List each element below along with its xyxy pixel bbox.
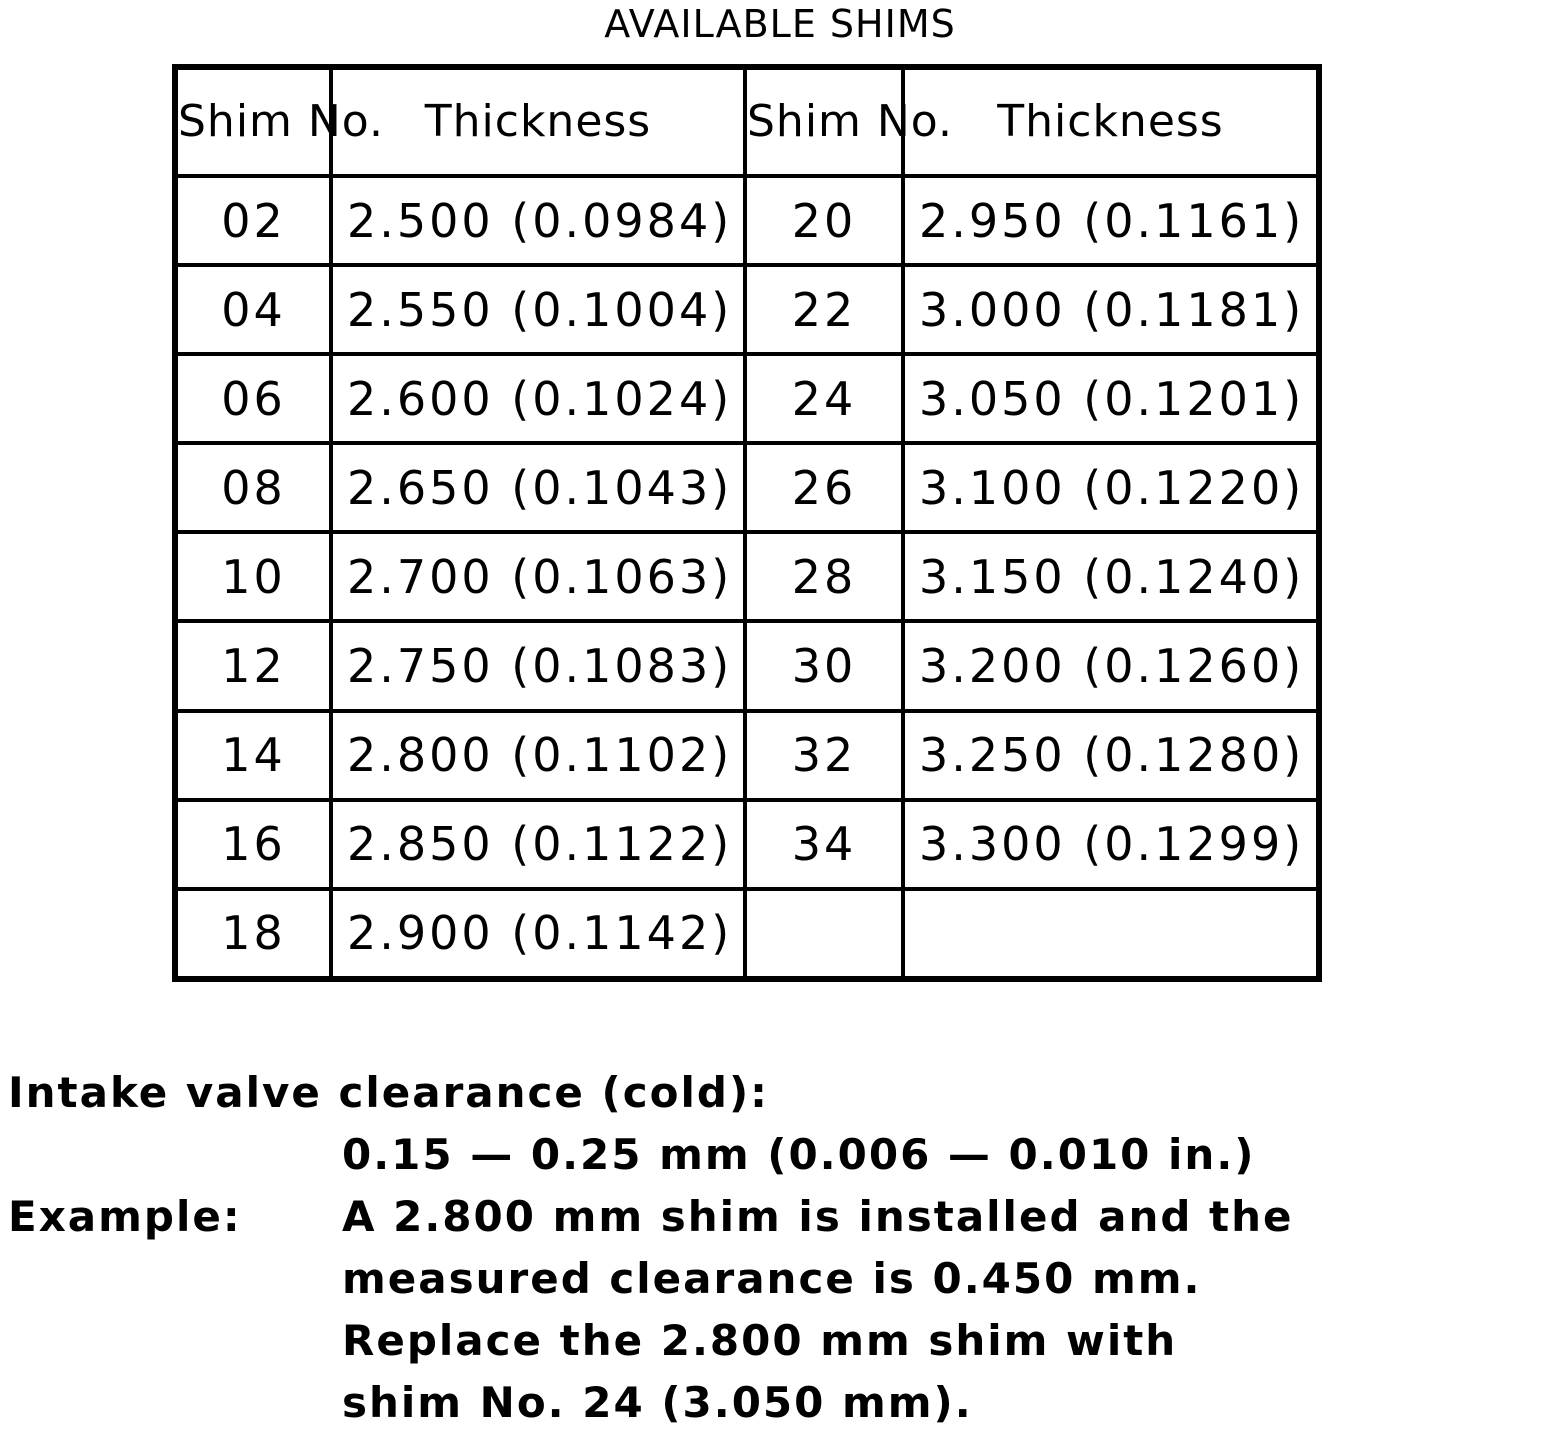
shim-no-cell: 14 — [175, 711, 331, 800]
table-row — [175, 532, 1319, 621]
thickness-cell: 2.700 (0.1063) — [331, 532, 745, 621]
shim-no-cell: 02 — [175, 176, 331, 265]
shim-no-cell: 04 — [175, 265, 331, 354]
example-label: Example: — [8, 1192, 242, 1241]
header-thickness: Thickness — [331, 67, 745, 176]
shim-no-cell: 16 — [175, 800, 331, 889]
shim-no-cell: 32 — [745, 711, 903, 800]
thickness-cell: 2.900 (0.1142) — [331, 889, 745, 979]
thickness-cell: 3.150 (0.1240) — [903, 532, 1319, 621]
table-title: AVAILABLE SHIMS — [604, 2, 956, 46]
table-row — [175, 354, 1319, 443]
thickness-cell: 3.300 (0.1299) — [903, 800, 1319, 889]
thickness-cell: 3.100 (0.1220) — [903, 443, 1319, 532]
shim-no-cell: 24 — [745, 354, 903, 443]
header-shim-no: Shim No. — [745, 67, 903, 176]
shim-no-cell: 34 — [745, 800, 903, 889]
shim-no-cell: 20 — [745, 176, 903, 265]
table-row — [175, 711, 1319, 800]
shim-no-cell: 28 — [745, 532, 903, 621]
table-row — [175, 265, 1319, 354]
thickness-cell: 3.200 (0.1260) — [903, 621, 1319, 710]
shim-no-cell — [745, 889, 903, 979]
thickness-cell — [903, 889, 1319, 979]
thickness-cell: 3.050 (0.1201) — [903, 354, 1319, 443]
table-row — [175, 621, 1319, 710]
header-row — [175, 67, 1319, 176]
shims-table — [172, 64, 1322, 982]
example-line: measured clearance is 0.450 mm. — [342, 1254, 1202, 1303]
shim-no-cell: 30 — [745, 621, 903, 710]
example-line: shim No. 24 (3.050 mm). — [342, 1378, 973, 1427]
thickness-cell: 2.800 (0.1102) — [331, 711, 745, 800]
thickness-cell: 2.750 (0.1083) — [331, 621, 745, 710]
example-line: A 2.800 mm shim is installed and the — [342, 1192, 1294, 1241]
thickness-cell: 2.550 (0.1004) — [331, 265, 745, 354]
shim-no-cell: 22 — [745, 265, 903, 354]
table-row — [175, 443, 1319, 532]
header-thickness: Thickness — [903, 67, 1319, 176]
shim-no-cell: 26 — [745, 443, 903, 532]
thickness-cell: 2.500 (0.0984) — [331, 176, 745, 265]
thickness-cell: 2.600 (0.1024) — [331, 354, 745, 443]
table-row — [175, 800, 1319, 889]
thickness-cell: 3.000 (0.1181) — [903, 265, 1319, 354]
table-row — [175, 176, 1319, 265]
shim-no-cell: 18 — [175, 889, 331, 979]
clearance-value: 0.15 — 0.25 mm (0.006 — 0.010 in.) — [342, 1130, 1256, 1179]
shim-no-cell: 06 — [175, 354, 331, 443]
shim-no-cell: 10 — [175, 532, 331, 621]
thickness-cell: 2.950 (0.1161) — [903, 176, 1319, 265]
shim-no-cell: 08 — [175, 443, 331, 532]
header-shim-no: Shim No. — [175, 67, 331, 176]
notes-block — [8, 1062, 1338, 1434]
thickness-cell: 2.650 (0.1043) — [331, 443, 745, 532]
example-line: Replace the 2.800 mm shim with — [342, 1316, 1178, 1365]
shim-no-cell: 12 — [175, 621, 331, 710]
thickness-cell: 3.250 (0.1280) — [903, 711, 1319, 800]
table-row — [175, 889, 1319, 979]
clearance-label: Intake valve clearance (cold): — [8, 1068, 769, 1117]
thickness-cell: 2.850 (0.1122) — [331, 800, 745, 889]
